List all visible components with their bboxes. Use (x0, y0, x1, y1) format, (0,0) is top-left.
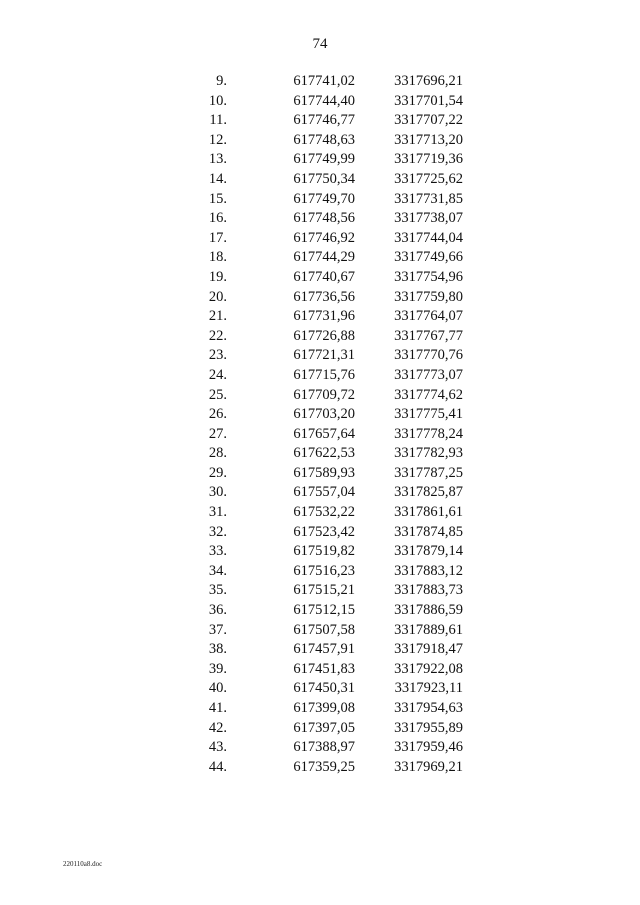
y-coordinate: 3317713,20 (394, 131, 463, 148)
y-coordinate: 3317923,11 (394, 680, 463, 697)
x-coordinate: 617397,05 (293, 719, 355, 736)
x-coordinate: 617744,29 (293, 249, 355, 266)
point-number: 34. (208, 562, 227, 579)
table-row (195, 170, 463, 190)
point-number: 40. (208, 680, 227, 697)
y-coordinate: 3317770,76 (394, 347, 463, 364)
y-coordinate: 3317696,21 (394, 73, 463, 89)
point-number: 24. (208, 366, 227, 383)
y-coordinate: 3317731,85 (394, 190, 463, 207)
y-coordinate: 3317719,36 (394, 151, 463, 168)
table-row (195, 464, 463, 484)
point-number: 27. (208, 425, 227, 442)
y-coordinate: 3317954,63 (394, 700, 463, 716)
point-number: 9. (216, 73, 227, 89)
x-coordinate: 617622,53 (293, 445, 355, 462)
y-coordinate: 3317883,12 (394, 562, 463, 579)
y-coordinate: 3317773,07 (394, 366, 463, 383)
x-coordinate: 617512,15 (293, 602, 355, 619)
table-row (195, 503, 463, 523)
point-number: 28. (208, 445, 227, 462)
table-row (195, 699, 463, 719)
x-coordinate: 617450,31 (293, 680, 355, 697)
x-coordinate: 617388,97 (293, 739, 355, 756)
x-coordinate: 617736,56 (293, 288, 355, 305)
point-number: 16. (208, 210, 227, 227)
x-coordinate: 617741,02 (293, 73, 355, 89)
point-number: 25. (208, 386, 227, 403)
point-number: 35. (208, 582, 227, 599)
x-coordinate: 617523,42 (293, 523, 355, 540)
table-row (195, 150, 463, 170)
table-row (195, 248, 463, 268)
x-coordinate: 617557,04 (293, 484, 355, 501)
table-row (195, 190, 463, 210)
y-coordinate: 3317759,80 (394, 288, 463, 305)
y-coordinate: 3317701,54 (394, 92, 463, 109)
document-filename: 220110a8.doc (63, 860, 103, 868)
point-number: 22. (208, 327, 227, 344)
x-coordinate: 617359,25 (293, 758, 355, 775)
y-coordinate: 3317725,62 (394, 170, 463, 187)
y-coordinate: 3317918,47 (394, 641, 463, 658)
x-coordinate: 617749,70 (293, 190, 355, 207)
table-row (195, 483, 463, 503)
table-row (195, 288, 463, 308)
x-coordinate: 617721,31 (293, 347, 355, 364)
table-row (195, 719, 463, 739)
x-coordinate: 617750,34 (293, 170, 355, 187)
x-coordinate: 617516,23 (293, 562, 355, 579)
coordinates-table (195, 72, 463, 777)
x-coordinate: 617744,40 (293, 92, 355, 109)
point-number: 33. (208, 543, 227, 560)
table-row (195, 346, 463, 366)
x-coordinate: 617746,77 (293, 112, 355, 129)
point-number: 18. (208, 249, 227, 266)
x-coordinate: 617515,21 (293, 582, 355, 599)
x-coordinate: 617399,08 (293, 700, 355, 716)
x-coordinate: 617715,76 (293, 366, 355, 383)
table-row (195, 327, 463, 347)
x-coordinate: 617451,83 (293, 660, 355, 677)
y-coordinate: 3317861,61 (394, 504, 463, 521)
y-coordinate: 3317738,07 (394, 210, 463, 227)
y-coordinate: 3317969,21 (394, 758, 463, 775)
x-coordinate: 617746,92 (293, 229, 355, 246)
point-number: 41. (208, 700, 227, 716)
x-coordinate: 617519,82 (293, 543, 355, 560)
x-coordinate: 617589,93 (293, 464, 355, 481)
table-row (195, 679, 463, 699)
point-number: 23. (208, 347, 227, 364)
table-row (195, 738, 463, 758)
table-row (195, 562, 463, 582)
coordinates-table-body (195, 72, 463, 777)
point-number: 37. (208, 621, 227, 638)
y-coordinate: 3317889,61 (394, 621, 463, 638)
point-number: 39. (208, 660, 227, 677)
x-coordinate: 617726,88 (293, 327, 355, 344)
y-coordinate: 3317782,93 (394, 445, 463, 462)
table-row (195, 601, 463, 621)
point-number: 20. (208, 288, 227, 305)
table-row (195, 131, 463, 151)
table-row (195, 640, 463, 660)
point-number: 43. (208, 739, 227, 756)
table-row (195, 444, 463, 464)
y-coordinate: 3317744,04 (394, 229, 463, 246)
x-coordinate: 617749,99 (293, 151, 355, 168)
table-row (195, 72, 463, 92)
y-coordinate: 3317874,85 (394, 523, 463, 540)
point-number: 11. (209, 112, 227, 129)
y-coordinate: 3317883,73 (394, 582, 463, 599)
point-number: 29. (208, 464, 227, 481)
y-coordinate: 3317707,22 (394, 112, 463, 129)
y-coordinate: 3317825,87 (394, 484, 463, 501)
page-number: 74 (312, 36, 328, 52)
point-number: 17. (208, 229, 227, 246)
y-coordinate: 3317787,25 (394, 464, 463, 481)
point-number: 19. (208, 268, 227, 285)
table-row (195, 366, 463, 386)
table-row (195, 542, 463, 562)
point-number: 36. (208, 602, 227, 619)
y-coordinate: 3317955,89 (394, 719, 463, 736)
point-number: 26. (208, 406, 227, 423)
point-number: 14. (208, 170, 227, 187)
y-coordinate: 3317922,08 (394, 660, 463, 677)
point-number: 44. (208, 758, 227, 775)
x-coordinate: 617532,22 (293, 504, 355, 521)
y-coordinate: 3317749,66 (394, 249, 463, 266)
x-coordinate: 617457,91 (293, 641, 355, 658)
point-number: 10. (208, 92, 227, 109)
x-coordinate: 617507,58 (293, 621, 355, 638)
y-coordinate: 3317767,77 (394, 327, 463, 344)
table-row (195, 307, 463, 327)
table-row (195, 621, 463, 641)
table-row (195, 405, 463, 425)
table-row (195, 523, 463, 543)
table-row (195, 386, 463, 406)
point-number: 32. (208, 523, 227, 540)
table-row (195, 268, 463, 288)
y-coordinate: 3317774,62 (394, 386, 463, 403)
x-coordinate: 617703,20 (293, 406, 355, 423)
point-number: 12. (208, 131, 227, 148)
y-coordinate: 3317959,46 (394, 739, 463, 756)
point-number: 42. (208, 719, 227, 736)
table-row (195, 425, 463, 445)
point-number: 38. (208, 641, 227, 658)
y-coordinate: 3317879,14 (394, 543, 463, 560)
y-coordinate: 3317764,07 (394, 308, 463, 325)
y-coordinate: 3317886,59 (394, 602, 463, 619)
table-row (195, 229, 463, 249)
x-coordinate: 617740,67 (293, 268, 355, 285)
table-row (195, 581, 463, 601)
point-number: 13. (208, 151, 227, 168)
point-number: 30. (208, 484, 227, 501)
point-number: 15. (208, 190, 227, 207)
x-coordinate: 617731,96 (293, 308, 355, 325)
x-coordinate: 617748,56 (293, 210, 355, 227)
x-coordinate: 617657,64 (293, 425, 355, 442)
table-row (195, 209, 463, 229)
table-row (195, 660, 463, 680)
point-number: 21. (208, 308, 227, 325)
y-coordinate: 3317775,41 (394, 406, 463, 423)
table-row (195, 111, 463, 131)
y-coordinate: 3317778,24 (394, 425, 463, 442)
x-coordinate: 617709,72 (293, 386, 355, 403)
x-coordinate: 617748,63 (293, 131, 355, 148)
table-row (195, 758, 463, 778)
point-number: 31. (208, 504, 227, 521)
y-coordinate: 3317754,96 (394, 268, 463, 285)
table-row (195, 92, 463, 112)
